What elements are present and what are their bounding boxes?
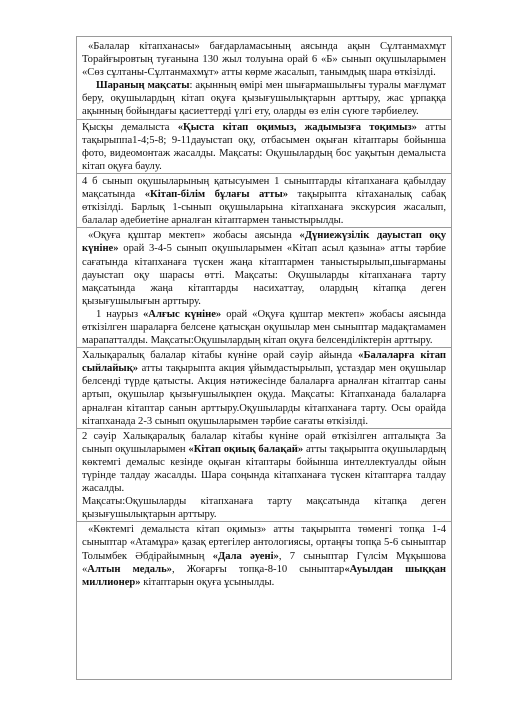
text-run: , 7 сыныптар Гүлсім Мұқышова « bbox=[82, 550, 446, 575]
text-run: : ақынның өмірі мен шығармашылығы туралы мағлұмат беру, оқушылардың кітап оқуға қызығушылықтарын арттыру, жас ұрпаққа ақынның бойындағы қасиеттерді үлгі ету, оларды өз елін сүюге тәрбиелеу. bbox=[82, 80, 446, 118]
paragraph bbox=[77, 119, 451, 173]
text-run: «Балалар кітапханасы» бағдарламасының аясында ақын Сұлтанмахмұт Торайғыровтың туғанына 130 жыл толуына орай 6 «Б» сынып оқушыларымен «Сөз сұлтаны-Сұлтанмахмұт» атты көрме жасалып, танымдық шара өткізілді. bbox=[82, 41, 446, 79]
text-run: , Жоғарғы топқа-8-10 сыныптар bbox=[171, 563, 345, 575]
paragraph bbox=[77, 428, 451, 495]
paragraph bbox=[82, 79, 446, 118]
bold-text: «Балаларға кітап сыйлайық» bbox=[82, 350, 446, 375]
text-run: «Оқуға құштар мектеп» жобасы аясында bbox=[88, 230, 300, 242]
document-body bbox=[82, 40, 446, 589]
text-run: Мақсаты:Оқушыларды кітапханаға тарту мақсатында кітапқа деген қызығушылықтарын арттыру. bbox=[82, 496, 446, 521]
bold-text: Шараның мақсаты bbox=[96, 80, 190, 92]
paragraph bbox=[77, 227, 451, 308]
bold-text: «Алғыс күніне» bbox=[143, 308, 222, 320]
paragraph bbox=[82, 40, 446, 79]
paragraph bbox=[82, 308, 446, 347]
text-run: кітаптарын оқуға ұсынылды. bbox=[140, 576, 275, 588]
text-run: тақырыпта кітаханалық сабақ өткізілді. Барлық 1-сынып оқушыларына кітапханаға экскурсия жасалып, балалар әдебиетіне арналған кітаптармен таныстырылды. bbox=[82, 189, 446, 227]
text-run: атты тақырыпта акция ұйымдастырылып, ұстаздар мен оқушылар белсенді түрде қатысты. Акция нәтижесінде балаларға арналған кітаптар саны артып, оқушылар қызығушылықпен оқуда. Мақсаты: Кітапханада балаларға арналған кітаптар санын арттыру.Оқушыларды кітапханаға тарту. Осы орайда кітапханада 2-3 сынып оқушыларымен тәрбие сағаты өткізілді. bbox=[82, 363, 446, 427]
text-run: 4 б сынып оқушыларының қатысуымен 1 сыныптарды кітапханаға қабылдау мақсатында bbox=[82, 175, 446, 201]
bold-text: «Ауылдан шыққан миллионер» bbox=[82, 563, 446, 588]
bold-text: «Дала әуені» bbox=[212, 550, 279, 562]
paragraph bbox=[77, 173, 451, 227]
text-run: атты тақырыпта оқушылардың көктемгі демалыс кезінде оқыған кітаптары бойынша интеллектуалды ойын түрінде талдау жасалды. Шара соңында кітапханаға түскен кітаптарға талдау жасалды. bbox=[82, 443, 447, 495]
bold-text: «Қыста кітап оқимыз, жадымызға тоқимыз» bbox=[177, 121, 417, 133]
text-run: орай 3-4-5 сынып оқушыларымен «Кітап асыл қазына» атты тәрбие сағатында кітапханаға түскен жаңа кітаптармен таныстырылып,шығарманы дауыстап оқу шарасы өтті. Мақсаты: Оқушыларды кітапханаға тарту мақсатында жаңа кітаптарды насихаттау, олардың кітапқа деген қызығушылығын арттыру. bbox=[82, 243, 446, 307]
bold-text: «Кітап-білім бұлағы атты» bbox=[144, 189, 289, 201]
document-page bbox=[76, 36, 452, 680]
text-run: 2 сәуір Халықаралық балалар кітабы күніне орай өткізілген апталықта 3а сынып оқушыларымен bbox=[82, 430, 446, 455]
text-run: атты тақырыппа1-4;5-8; 9-11дауыстап оқу, отбасымен оқыған кітаптары бойынша фото, видеомонтаж жасалды. Мақсаты: Оқушылардың бос уақытын демалыста кітап оқуға баулу. bbox=[82, 121, 446, 172]
text-run: орай «Оқуға құштар мектеп» жобасы аясында өткізілген шараларға белсене қатысқан оқушылар мен сыныптар мадақтамамен марапатталды. Мақсаты:Оқушылардың кітап оқуға белсенділіктерін арттыру. bbox=[82, 308, 447, 347]
text-run: 1 наурыз bbox=[96, 308, 143, 320]
paragraph bbox=[82, 495, 446, 521]
bold-text: «Кітап оқиық балақай» bbox=[188, 443, 304, 455]
text-run: «Көктемгі демалыста кітап оқимыз» атты тақырыпта төменгі топқа 1-4 сыныптар «Атамұра» қазақ ертегілер антологиясы, ортаңғы топқа 5-6 сыныптар Толымбек Әбдірайымның bbox=[82, 524, 446, 562]
text-run: Қысқы демалыста bbox=[82, 121, 178, 133]
paragraph bbox=[77, 347, 451, 428]
bold-text: Алтын медаль» bbox=[87, 563, 172, 575]
paragraph bbox=[77, 521, 451, 588]
text-run: Халықаралық балалар кітабы күніне орай сәуір айында bbox=[82, 350, 359, 362]
bold-text: «Дүниежүзілік дауыстап оқу күніне» bbox=[82, 230, 447, 255]
